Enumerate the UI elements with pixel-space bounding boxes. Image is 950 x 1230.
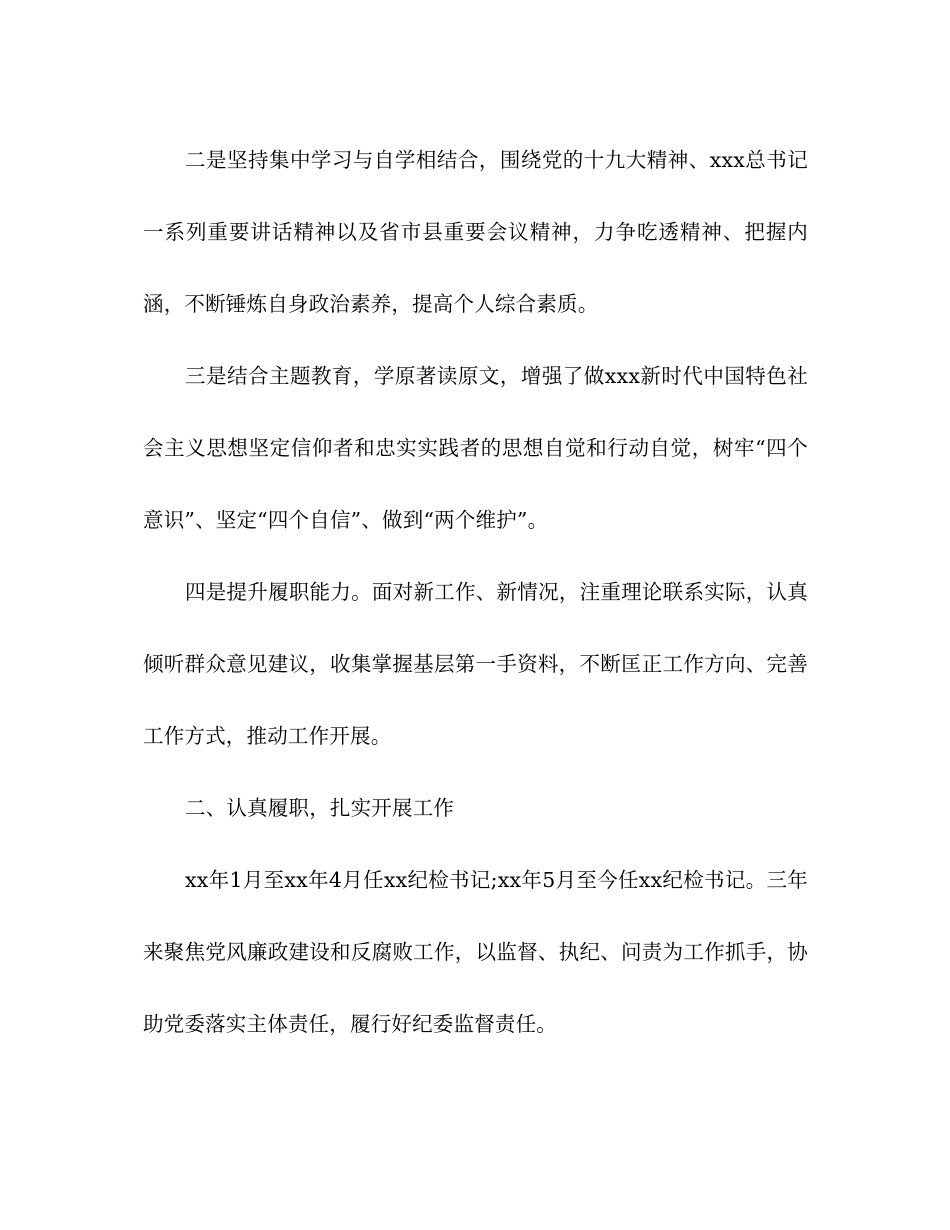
paragraph-study-combination: 二是坚持集中学习与自学相结合，围绕党的十九大精神、xxx总书记一系列重要讲话精神以及省市县重要会议精神，力争吃透精神、把握内涵，不断锤炼自身政治素养，提高个人综合素质。 (143, 148, 808, 316)
paragraph-work-history: xx年1月至xx年4月任xx纪检书记;xx年5月至今任xx纪检书记。三年来聚焦党风廉政建设和反腐败工作，以监督、执纪、问责为工作抓手，协助党委落实主体责任，履行好纪委监督责任。 (143, 868, 808, 1036)
section-heading: 二、认真履职，扎实开展工作 (185, 796, 455, 820)
paragraph-duty-capability: 四是提升履职能力。面对新工作、新情况，注重理论联系实际，认真倾听群众意见建议，收集掌握基层第一手资料，不断匡正工作方向、完善工作方式，推动工作开展。 (143, 580, 808, 748)
document-body (143, 124, 808, 1060)
paragraph-theme-education: 三是结合主题教育，学原著读原文，增强了做xxx新时代中国特色社会主义思想坚定信仰者和忠实实践者的思想自觉和行动自觉，树牢“四个意识”、坚定“四个自信”、做到“两个维护”。 (143, 364, 808, 532)
